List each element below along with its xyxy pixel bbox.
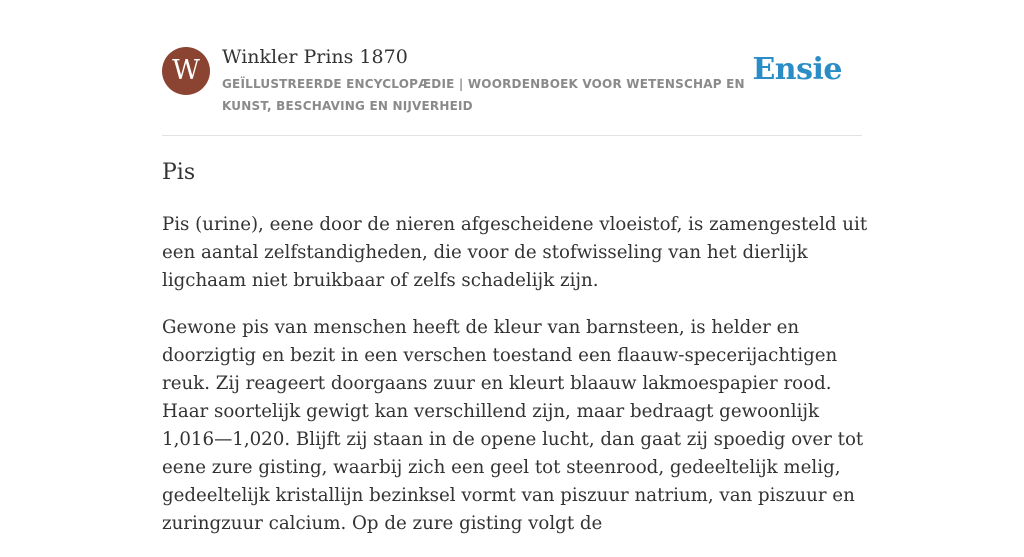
entry-content — [162, 211, 872, 557]
entry-paragraph: Pis (urine), eene door de nieren afgescheidene vloeistof, is zamengesteld uit een aantal zelfstandigheden, die voor de stofwisseling van het dierlijk ligchaam niet bruikbaar of zelfs schadelijk zijn. — [162, 214, 868, 291]
source-subtitle: GEÏLLUSTREERDE ENCYCLOPÆDIE | WOORDENBOEK VOOR WETENSCHAP EN KUNST, BESCHAVING EN NIJVERHEID — [222, 77, 745, 113]
source-header — [162, 45, 862, 135]
source-avatar[interactable]: W — [162, 47, 210, 95]
header-divider — [162, 135, 862, 136]
ensie-logo-link[interactable]: Ensie — [752, 52, 842, 87]
entry-paragraph: Gewone pis van menschen heeft de kleur van barnsteen, is helder en doorzigtig en bezit in een verschen toestand een flaauw-specerijachtigen reuk. Zij reageert doorgaans zuur en kleurt blaauw lakmoespapier rood. Haar soortelijk gewigt kan verschillend zijn, maar bedraagt gewoonlijk 1,016—1,020. Blijft zij staan in de opene lucht, dan gaat zij spoedig over tot eene zure gisting, waarbij zich een geel tot steenrood, gedeeltelijk melig, gedeeltelijk kristallijn bezinksel vormt van piszuur natrium, van piszuur en zuringzuur calcium. Op de zure gisting volgt de — [162, 317, 864, 534]
source-title[interactable]: Winkler Prins 1870 — [222, 46, 408, 68]
entry-title: Pis — [162, 160, 196, 185]
